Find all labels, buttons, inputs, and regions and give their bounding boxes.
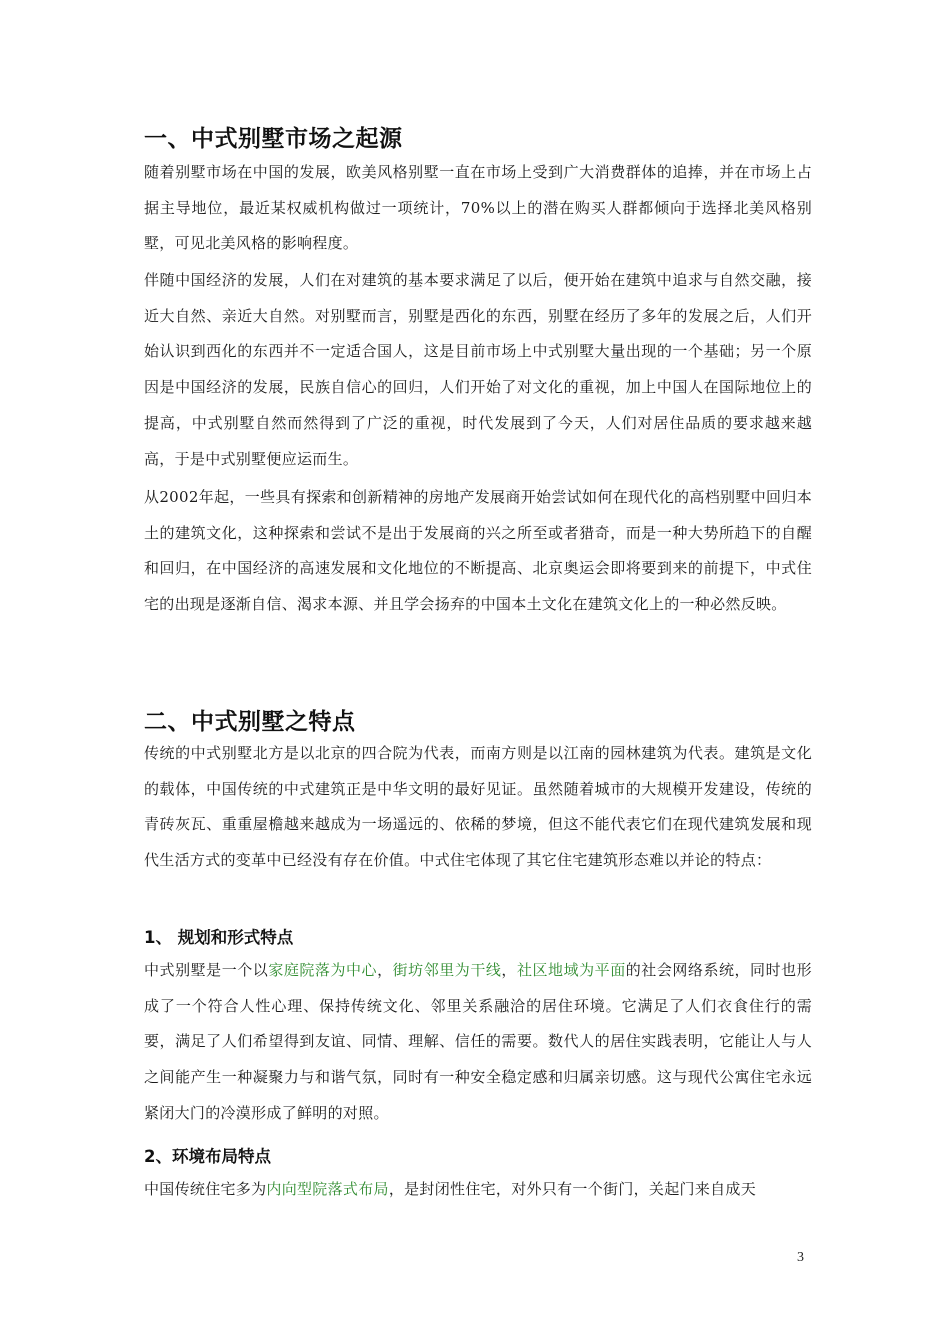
sub2-text-b: ，是封闭性住宅，对外只有一个街门，关起门来自成天 — [388, 1180, 757, 1198]
sub1-text-b: 的社会网络系统，同时也形成了一个符合人性心理、保持传统文化、邻里关系融洽的居住环境。它满足了人们衣食住行的需要，满足了人们希望得到友谊、同情、理解、信任的需要。数代人的居住实践表明，它能让人与人之间能产生一种凝聚力与和谐气氛，同时有一种安全稳定感和归属亲切感。这与现代公寓住宅永远紧闭大门的冷漠形成了鲜明的对照。 — [144, 961, 812, 1122]
section1-paragraph-3: 从2002年起，一些具有探索和创新精神的房地产发展商开始尝试如何在现代化的高档别墅中回归本土的建筑文化，这种探索和尝试不是出于发展商的兴之所至或者猎奇，而是一种大势所趋下的自醒和回归，在中国经济的高速发展和文化地位的不断提高、北京奥运会即将要到来的前提下，中式住宅的出现是逐渐自信、渴求本源、并且学会扬弃的中国本土文化在建筑文化上的一种必然反映。 — [144, 488, 812, 614]
section2-intro: 传统的中式别墅北方是以北京的四合院为代表，而南方则是以江南的园林建筑为代表。建筑是文化的载体，中国传统的中式建筑正是中华文明的最好见证。虽然随着城市的大规模开发建设，传统的青砖灰瓦、重重屋檐越来越成为一场遥远的、依稀的梦境，但这不能代表它们在现代建筑发展和现代生活方式的变革中已经没有存在价值。中式住宅体现了其它住宅建筑形态难以并论的特点： — [144, 744, 812, 870]
section1-heading: 一、中式别墅市场之起源 — [144, 126, 403, 152]
section1-paragraph-2: 伴随中国经济的发展，人们在对建筑的基本要求满足了以后，便开始在建筑中追求与自然交融，接近大自然、亲近大自然。对别墅而言，别墅是西化的东西，别墅在经历了多年的发展之后，人们开始认识到西化的东西并不一定适合国人，这是目前市场上中式别墅大量出现的一个基础；另一个原因是中国经济的发展，民族自信心的回归，人们开始了对文化的重视，加上中国人在国际地位上的提高，中式别墅自然而然得到了广泛的重视，时代发展到了今天，人们对居住品质的要求越来越高，于是中式别墅便应运而生。 — [144, 271, 812, 468]
sub1-sep-b: ， — [501, 961, 517, 979]
section2-heading: 二、中式别墅之特点 — [144, 709, 356, 735]
highlight-neighborhood: 街坊邻里为干线 — [392, 961, 502, 979]
sub2-text-a: 中国传统住宅多为 — [144, 1180, 267, 1198]
sub1-sep-a: ， — [377, 961, 393, 979]
subsection1-heading: 1、 规划和形式特点 — [144, 928, 294, 947]
subsection2-heading: 2、环境布局特点 — [144, 1147, 271, 1166]
highlight-family-courtyard: 家庭院落为中心 — [268, 961, 378, 979]
page-number: 3 — [797, 1250, 804, 1265]
subsection2-paragraph — [144, 1172, 812, 1208]
subsection1-paragraph — [144, 953, 812, 1132]
section1-paragraph-1: 随着别墅市场在中国的发展，欧美风格别墅一直在市场上受到广大消费群体的追捧，并在市场上占据主导地位，最近某权威机构做过一项统计，70%以上的潜在购买人群都倾向于选择北美风格别墅，可见北美风格的影响程度。 — [144, 163, 812, 253]
highlight-community: 社区地域为平面 — [516, 961, 626, 979]
sub1-text-a: 中式别墅是一个以 — [144, 961, 269, 979]
highlight-inward-courtyard: 内向型院落式布局 — [266, 1180, 389, 1198]
